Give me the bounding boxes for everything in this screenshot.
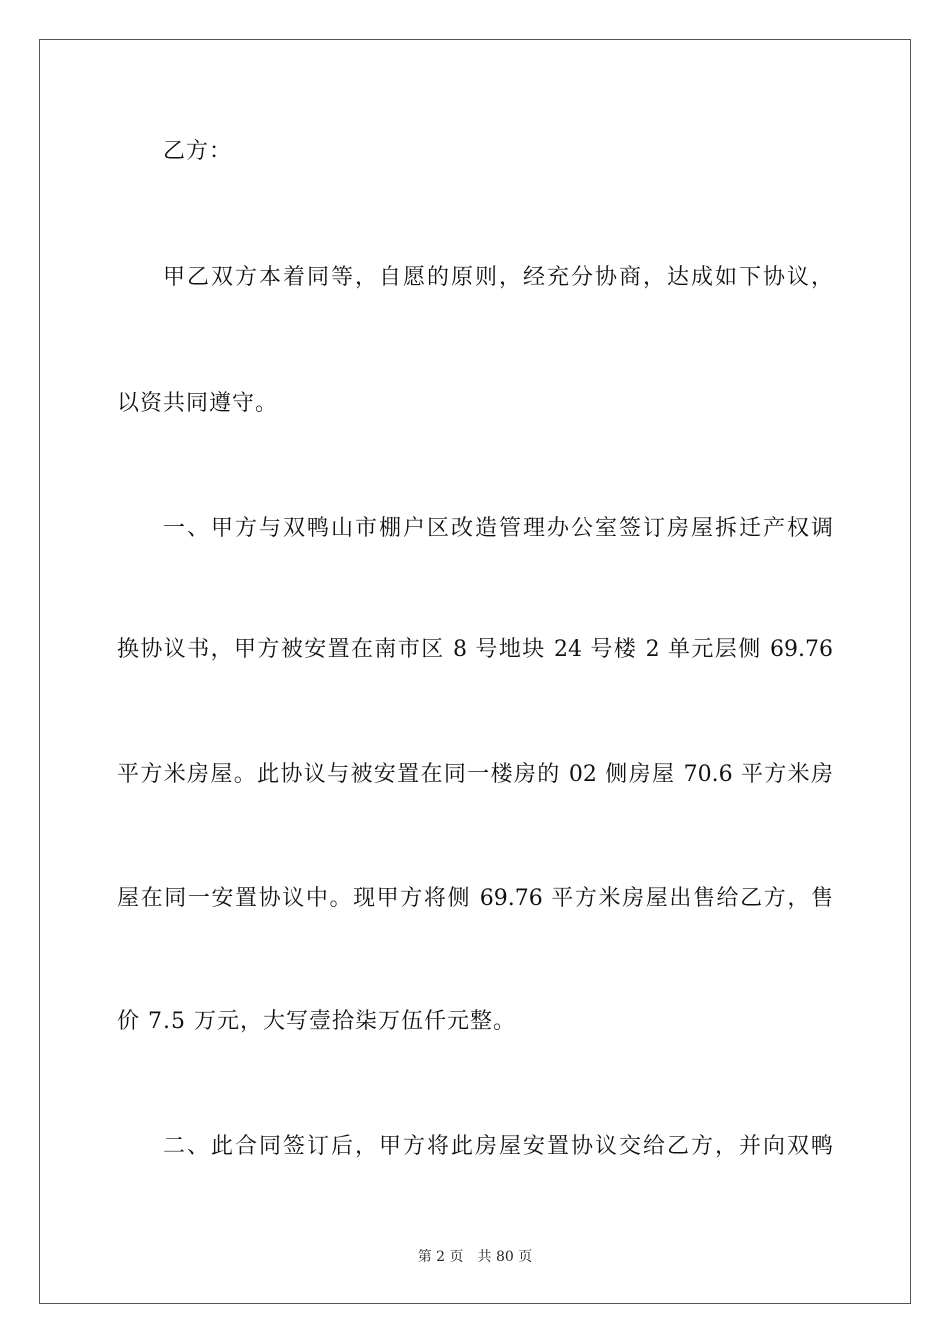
paragraph-line: 价 7.5 万元，大写壹拾柒万伍仟元整。 bbox=[117, 1009, 516, 1034]
paragraph-line: 屋在同一安置协议中。现甲方将侧 69.76 平方米房屋出售给乙方，售 bbox=[117, 886, 833, 911]
paragraph-line: 二、此合同签订后，甲方将此房屋安置协议交给乙方，并向双鸭 bbox=[163, 1134, 833, 1159]
paragraph-line: 甲乙双方本着同等，自愿的原则，经充分协商，达成如下协议， bbox=[163, 265, 833, 290]
paragraph-line: 换协议书，甲方被安置在南市区 8 号地块 24 号楼 2 单元层侧 69.76 bbox=[117, 637, 833, 662]
page-footer bbox=[0, 1246, 950, 1266]
paragraph-line: 以资共同遵守。 bbox=[117, 391, 279, 416]
total-pages: 共 80 页 bbox=[477, 1249, 533, 1265]
page-border bbox=[39, 39, 911, 1304]
page-number: 第 2 页 bbox=[417, 1249, 464, 1265]
paragraph-line: 一、甲方与双鸭山市棚户区改造管理办公室签订房屋拆迁产权调 bbox=[163, 516, 833, 541]
paragraph-line-party-b: 乙方： bbox=[163, 139, 233, 164]
paragraph-line: 平方米房屋。此协议与被安置在同一楼房的 02 侧房屋 70.6 平方米房 bbox=[117, 762, 833, 787]
